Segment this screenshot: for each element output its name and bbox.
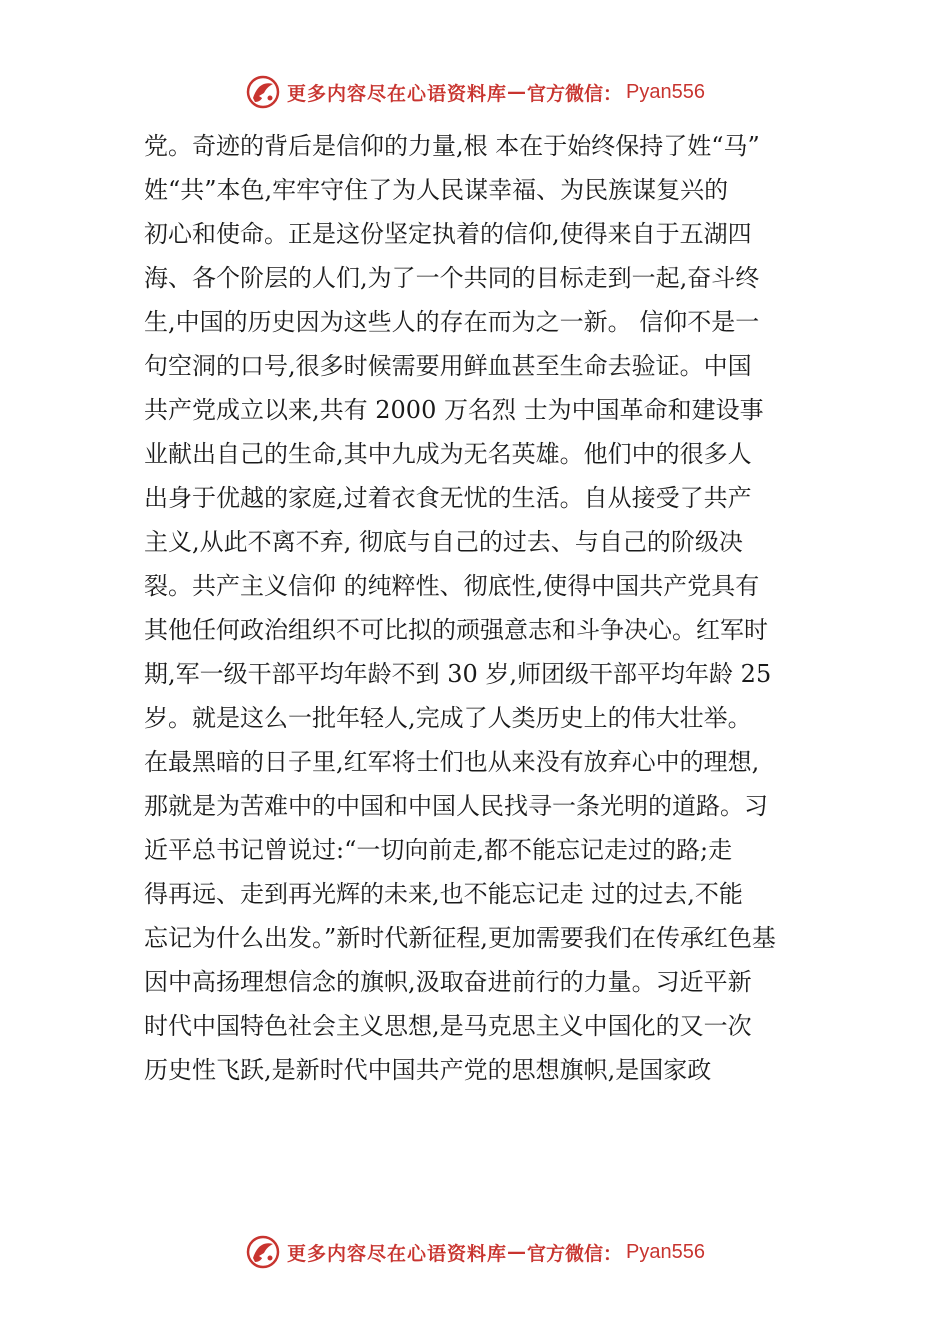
text-line: 出身于优越的家庭,过着衣食无忧的生活。自从接受了共产 [144, 484, 752, 512]
text-line: 党。奇迹的背后是信仰的力量,根 本在于始终保持了姓“马” [144, 132, 760, 160]
watermark-wechat-id: Pyan556 [626, 1240, 705, 1263]
text-line: 句空洞的口号,很多时候需要用鲜血甚至生命去验证。中国 [144, 352, 752, 380]
watermark-site-text: 更多内容尽在心语资料库 [287, 82, 508, 105]
text-line: 业献出自己的生命,其中九成为无名英雄。他们中的很多人 [144, 440, 752, 468]
text-line: 忘记为什么出发。”新时代新征程,更加需要我们在传承红色基 [144, 924, 776, 952]
header-watermark [0, 72, 950, 112]
seal-logo-icon [245, 1234, 281, 1270]
watermark-wechat-label: 官方微信： [527, 1242, 623, 1265]
text-line: 生,中国的历史因为这些人的存在而为之一新。 信仰不是一 [144, 308, 760, 336]
watermark-wechat-label: 官方微信： [527, 82, 623, 105]
watermark-wechat-id: Pyan556 [626, 80, 705, 103]
text-line: 得再远、走到再光辉的未来,也不能忘记走 过的过去,不能 [144, 880, 743, 908]
text-line: 那就是为苦难中的中国和中国人民找寻一条光明的道路。习 [144, 792, 768, 820]
text-line: 海、各个阶层的人们,为了一个共同的目标走到一起,奋斗终 [144, 264, 760, 292]
footer-watermark [0, 1232, 950, 1272]
text-line: 时代中国特色社会主义思想,是马克思主义中国化的又一次 [144, 1012, 752, 1040]
watermark-dash: — [507, 1241, 528, 1263]
text-line: 其他任何政治组织不可比拟的顽强意志和斗争决心。红军时 [144, 616, 768, 644]
text-line: 初心和使命。正是这份坚定执着的信仰,使得来自于五湖四 [144, 220, 752, 248]
text-line: 姓“共”本色,牢牢守住了为人民谋幸福、为民族谋复兴的 [144, 176, 729, 204]
text-line: 岁。就是这么一批年轻人,完成了人类历史上的伟大壮举。 [144, 704, 752, 732]
text-line: 在最黑暗的日子里,红军将士们也从来没有放弃心中的理想, [144, 748, 760, 776]
text-line: 主义,从此不离不弃, 彻底与自己的过去、与自己的阶级决 [144, 528, 743, 556]
text-line: 因中高扬理想信念的旗帜,汲取奋进前行的力量。习近平新 [144, 968, 752, 996]
text-line: 历史性飞跃,是新时代中国共产党的思想旗帜,是国家政 [144, 1056, 712, 1084]
document-body [144, 124, 808, 1092]
text-line: 期,军一级干部平均年龄不到 30 岁,师团级干部平均年龄 25 [144, 660, 772, 688]
seal-logo-icon [245, 74, 281, 110]
text-line: 裂。共产主义信仰 的纯粹性、彻底性,使得中国共产党具有 [144, 572, 760, 600]
watermark-dash: — [507, 81, 528, 103]
watermark-site-text: 更多内容尽在心语资料库 [287, 1242, 508, 1265]
text-line: 近平总书记曾说过:“一切向前走,都不能忘记走过的路;走 [144, 836, 733, 864]
text-line: 共产党成立以来,共有 2000 万名烈 士为中国革命和建设事 [144, 396, 764, 424]
